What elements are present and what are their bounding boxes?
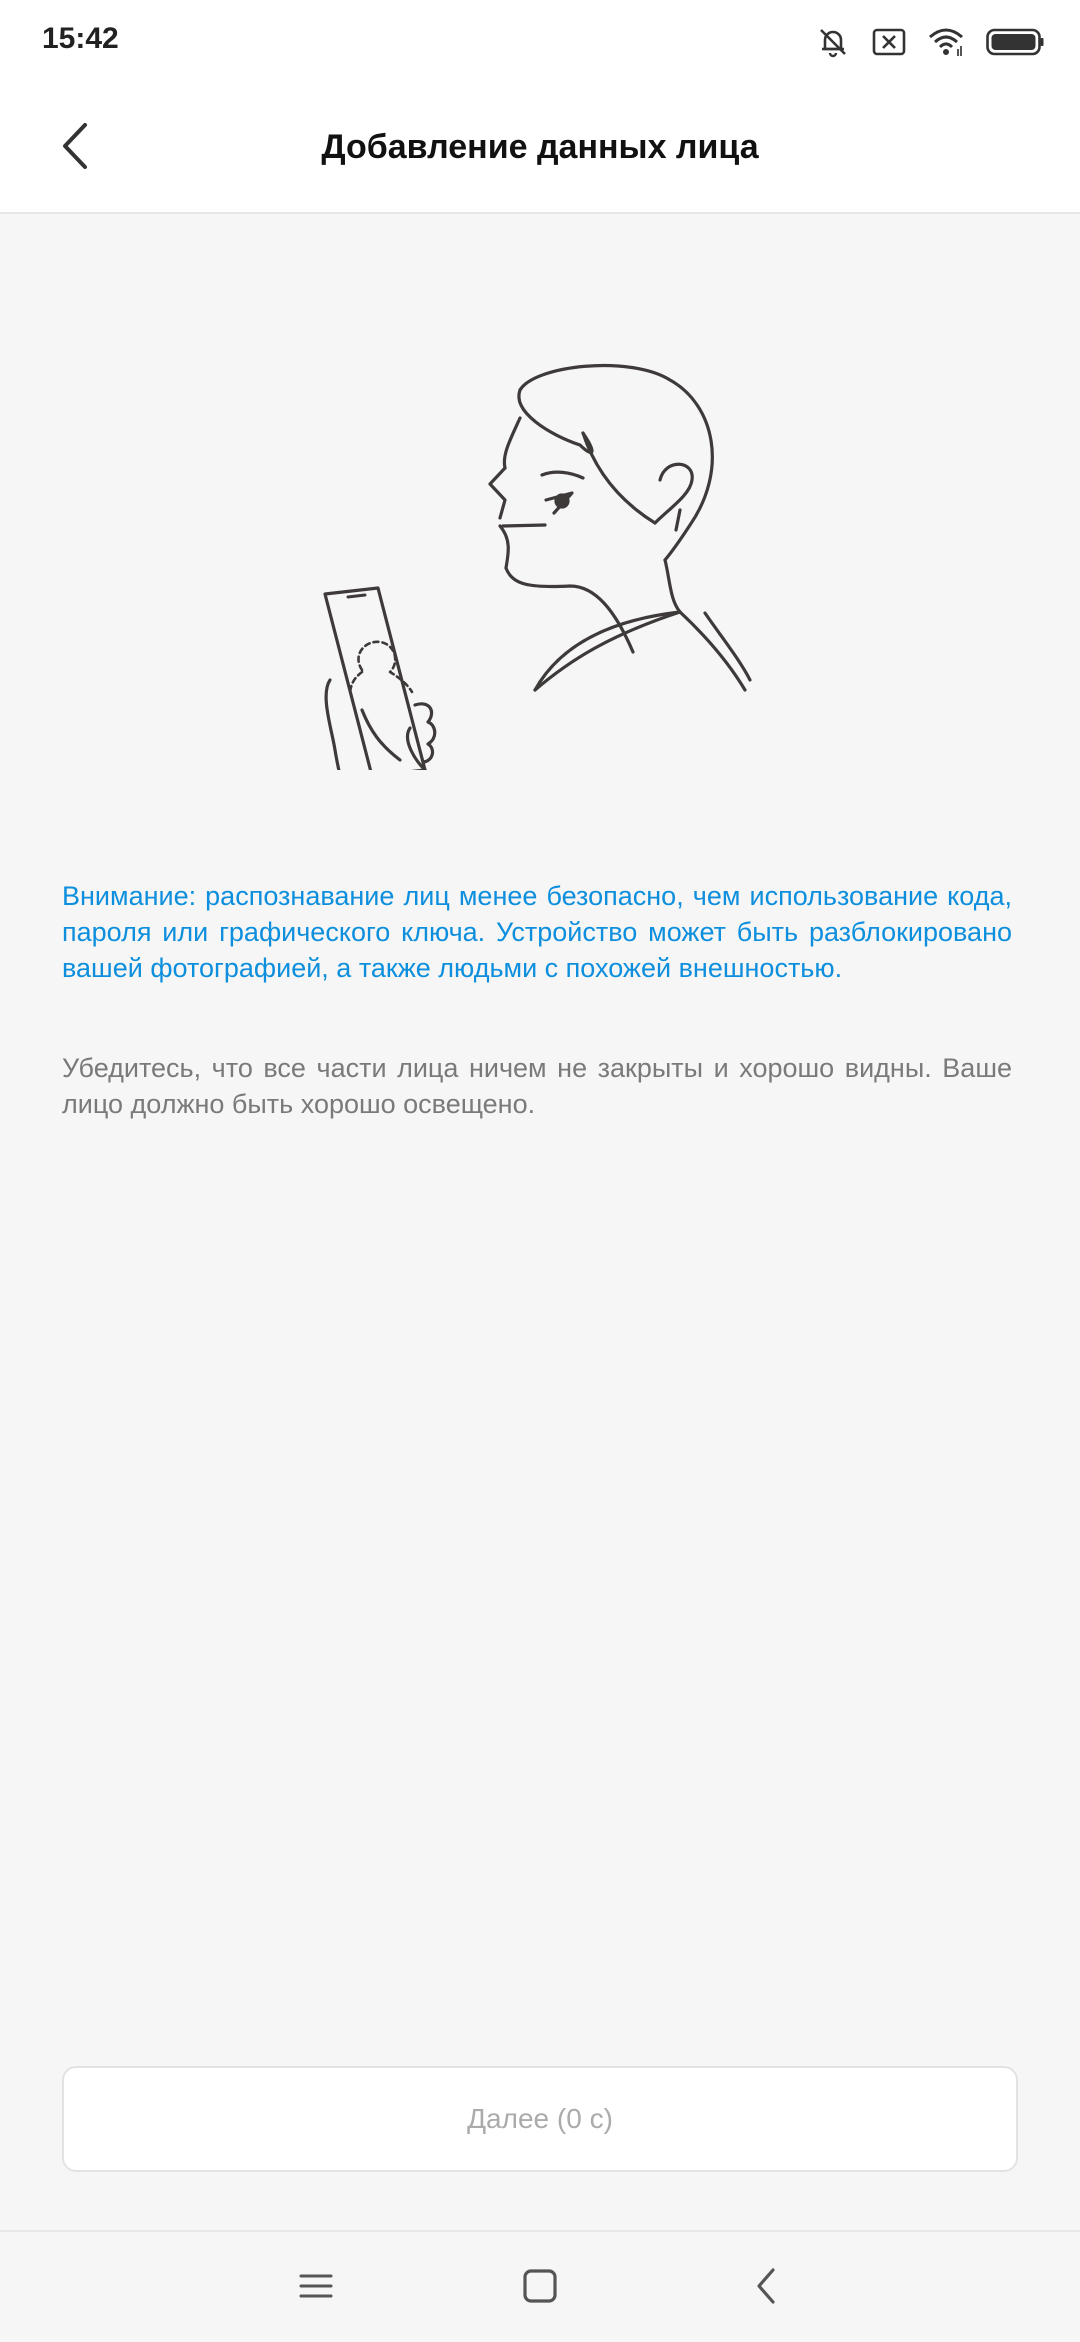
page-title: Добавление данных лица [321, 128, 759, 166]
status-icons [816, 20, 1044, 64]
menu-icon [298, 2271, 334, 2306]
back-icon [754, 2267, 778, 2310]
wifi-icon [928, 27, 964, 57]
navigation-bar [0, 2230, 1080, 2342]
sim-off-icon [872, 27, 906, 57]
menu-button[interactable] [286, 2258, 346, 2318]
app-bar [0, 84, 1080, 214]
status-time: 15:42 [42, 22, 119, 55]
status-bar [0, 0, 1080, 84]
battery-icon [986, 28, 1044, 56]
face-visibility-hint: Убедитесь, что все части лица ничем не закрыты и хорошо видны. Ваше лицо должно быть хорошо освещено. [62, 1053, 1012, 1119]
home-icon [522, 2268, 558, 2309]
security-warning: Внимание: распознавание лиц менее безопасно, чем использование кода, пароля или графического ключа. Устройство может быть разблокировано вашей фотографией, а также людьми с похожей внешностью. [62, 881, 1012, 983]
face-scan-illustration [250, 350, 830, 770]
next-button[interactable]: Далее (0 с) [62, 2066, 1018, 2172]
mute-bell-icon [816, 25, 850, 59]
nav-back-button[interactable] [736, 2258, 796, 2318]
home-button[interactable] [510, 2258, 570, 2318]
